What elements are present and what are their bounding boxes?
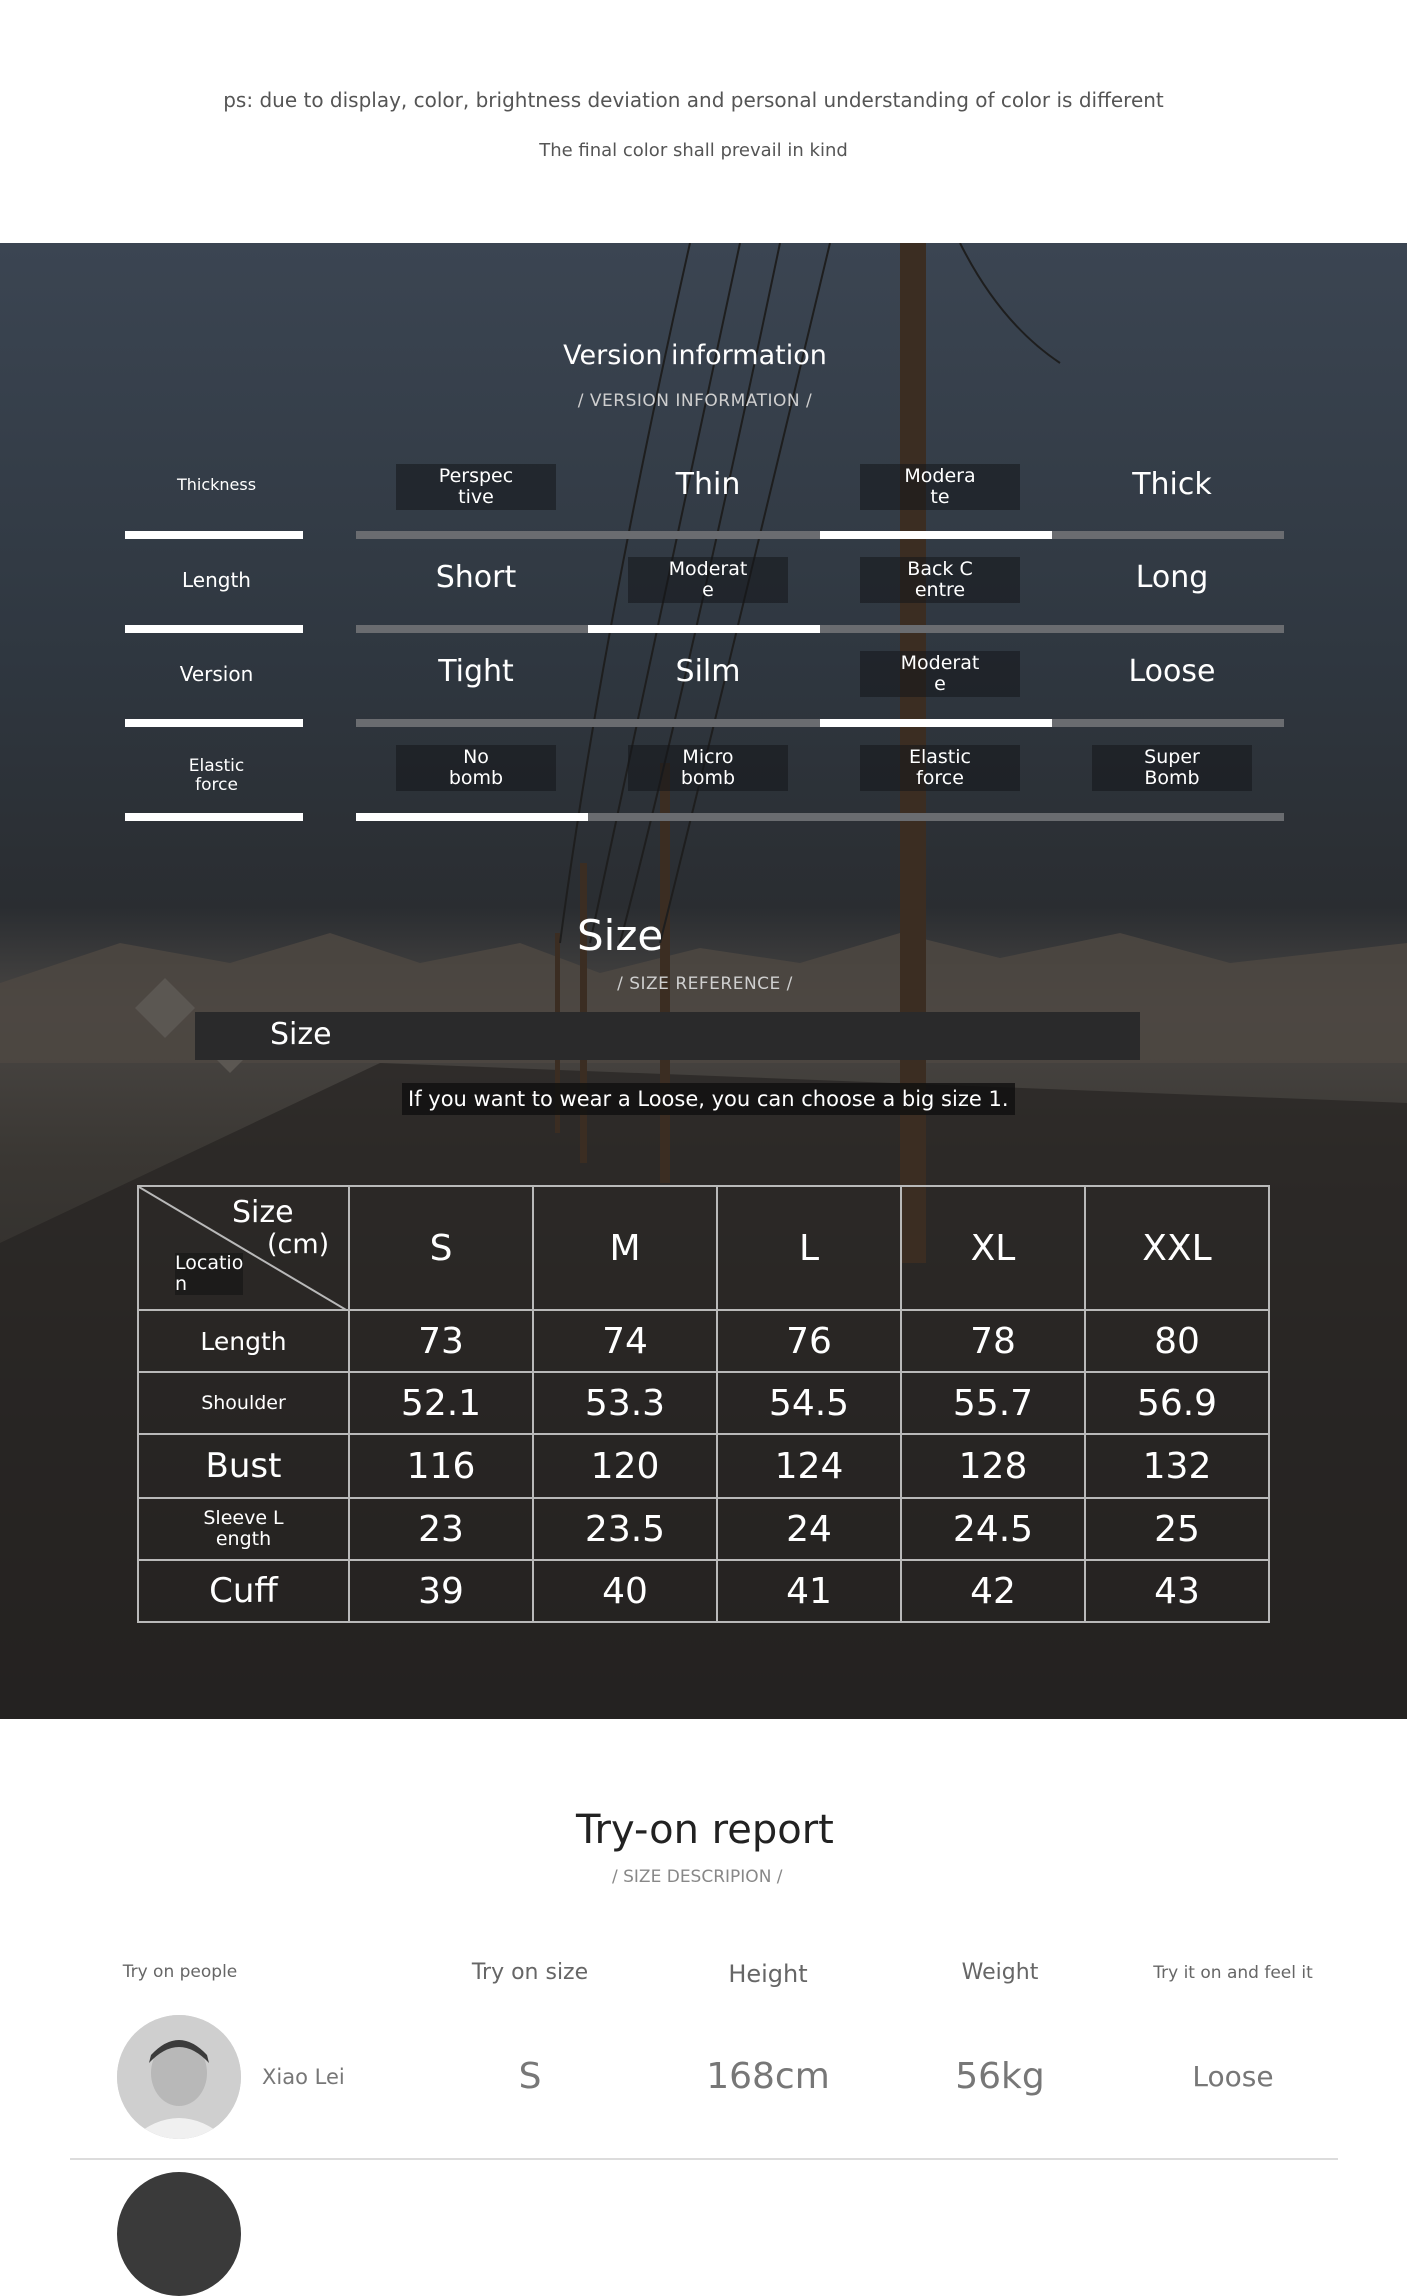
version-row-label: Length: [182, 568, 251, 592]
table-cell: 40: [533, 1560, 717, 1622]
version-option: Back C entre: [860, 557, 1020, 603]
version-option: Long: [1135, 560, 1209, 595]
table-cell: 124: [717, 1434, 901, 1498]
size-subtitle: / SIZE REFERENCE /: [617, 974, 793, 994]
row-label-cuff: Cuff: [138, 1560, 349, 1622]
version-option-bar: [588, 625, 820, 633]
version-option-bar: [588, 719, 820, 727]
col-head-size: Try on size: [471, 1960, 589, 1985]
tryon-feel-value: Loose: [1192, 2060, 1274, 2093]
version-title: Version information: [563, 340, 827, 371]
table-cell: 56.9: [1085, 1372, 1269, 1434]
tryon-height-value: 168cm: [706, 2056, 830, 2097]
row-label-shoulder: Shoulder: [138, 1372, 349, 1434]
size-table-corner: [138, 1186, 349, 1310]
version-row-label-bar: [125, 719, 303, 727]
size-title: Size: [577, 911, 664, 960]
version-option: Loose: [1128, 654, 1216, 689]
version-option-bar: [1052, 531, 1284, 539]
version-option-bar: [588, 813, 820, 821]
corner-size-label: Size: [232, 1195, 294, 1230]
version-option: Elastic force: [860, 745, 1020, 791]
version-option: Thin: [675, 467, 741, 502]
size-header-xl: XL: [901, 1186, 1085, 1310]
version-option-bar: [1052, 813, 1284, 821]
size-table: [137, 1185, 1270, 1623]
table-cell: 54.5: [717, 1372, 901, 1434]
table-cell: 120: [533, 1434, 717, 1498]
table-cell: 43: [1085, 1560, 1269, 1622]
row-divider: [70, 2158, 1338, 2160]
table-cell: 52.1: [349, 1372, 533, 1434]
table-cell: 23.5: [533, 1498, 717, 1560]
version-option-bar: [1052, 719, 1284, 727]
person-avatar-icon: [117, 2015, 241, 2139]
col-head-people: Try on people: [122, 1962, 238, 1982]
version-row-label-bar: [125, 625, 303, 633]
version-option: Tight: [438, 654, 514, 689]
table-cell: 24.5: [901, 1498, 1085, 1560]
version-row-label: Version: [179, 662, 254, 686]
version-option: Thick: [1132, 467, 1212, 502]
table-cell: 74: [533, 1310, 717, 1372]
table-cell: 24: [717, 1498, 901, 1560]
version-option-bar: [1052, 625, 1284, 633]
table-cell: 78: [901, 1310, 1085, 1372]
table-cell: 42: [901, 1560, 1085, 1622]
version-row-label-bar: [125, 813, 303, 821]
version-option-bar: [820, 625, 1052, 633]
size-advice: If you want to wear a Loose, you can choose a big size 1.: [402, 1083, 1015, 1115]
table-cell: 55.7: [901, 1372, 1085, 1434]
row-label-sleeve-length: Sleeve L ength: [138, 1498, 349, 1560]
tryon-subtitle: / SIZE DESCRIPION /: [612, 1867, 783, 1887]
version-option-bar: [820, 719, 1052, 727]
avatar: [117, 2172, 241, 2296]
size-header-m: M: [533, 1186, 717, 1310]
tryon-weight-value: 56kg: [955, 2056, 1045, 2097]
tryon-size-value: S: [518, 2056, 542, 2097]
size-header-s: S: [349, 1186, 533, 1310]
version-option: Moderat e: [860, 651, 1020, 697]
table-cell: 80: [1085, 1310, 1269, 1372]
size-header-l: L: [717, 1186, 901, 1310]
version-row-label-bar: [125, 531, 303, 539]
avatar: [117, 2015, 241, 2139]
corner-location-label: Locatio n: [175, 1252, 244, 1295]
table-cell: 39: [349, 1560, 533, 1622]
disclaimer-line-2: The final color shall prevail in kind: [539, 140, 848, 161]
version-subtitle: / VERSION INFORMATION /: [577, 391, 813, 411]
table-cell: 23: [349, 1498, 533, 1560]
version-option-bar: [588, 531, 820, 539]
size-strip: [195, 1012, 1140, 1060]
version-option-bar: [820, 813, 1052, 821]
version-option-bar: [356, 813, 588, 821]
size-strip-label: Size: [270, 1017, 332, 1052]
table-cell: 128: [901, 1434, 1085, 1498]
table-cell: 53.3: [533, 1372, 717, 1434]
version-option-bar: [356, 531, 588, 539]
col-head-weight: Weight: [961, 1960, 1039, 1985]
table-cell: 73: [349, 1310, 533, 1372]
version-option: Silm: [675, 654, 741, 689]
row-label-length: Length: [138, 1310, 349, 1372]
table-cell: 116: [349, 1434, 533, 1498]
table-cell: 132: [1085, 1434, 1269, 1498]
disclaimer-line-1: ps: due to display, color, brightness deviation and personal understanding of color is different: [223, 88, 1164, 112]
table-cell: 25: [1085, 1498, 1269, 1560]
col-head-height: Height: [728, 1960, 808, 1988]
version-row-label: Thickness: [176, 475, 257, 494]
version-option: Super Bomb: [1092, 745, 1252, 791]
version-option-bar: [356, 625, 588, 633]
row-label-bust: Bust: [138, 1434, 349, 1498]
col-head-feel: Try it on and feel it: [1153, 1963, 1313, 1983]
table-cell: 41: [717, 1560, 901, 1622]
version-option: No bomb: [396, 745, 556, 791]
corner-unit-label: (cm): [267, 1229, 330, 1260]
version-option: Short: [435, 560, 517, 595]
version-option-bar: [356, 719, 588, 727]
size-header-xxl: XXL: [1085, 1186, 1269, 1310]
version-option: Moderat e: [628, 557, 788, 603]
version-row-label: Elastic force: [188, 756, 245, 795]
version-option: Micro bomb: [628, 745, 788, 791]
version-option: Modera te: [860, 464, 1020, 510]
version-option: Perspec tive: [396, 464, 556, 510]
tryon-title: Try-on report: [576, 1807, 834, 1853]
version-option-bar: [820, 531, 1052, 539]
table-cell: 76: [717, 1310, 901, 1372]
tryon-person-name: Xiao Lei: [262, 2065, 345, 2089]
